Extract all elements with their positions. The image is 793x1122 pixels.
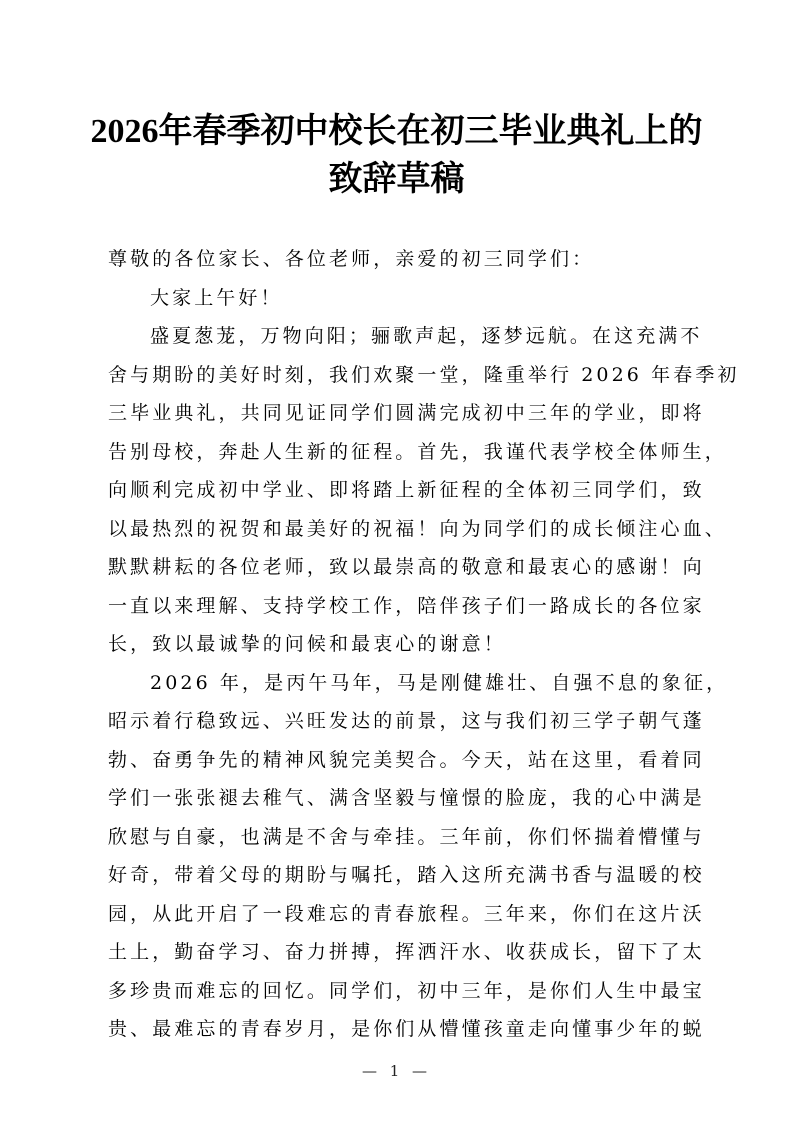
document-body bbox=[108, 240, 740, 1049]
text-line: 勃、奋勇争先的精神风貌完美契合。今天，站在这里，看着同 bbox=[108, 748, 705, 771]
title-line-2: 致辞草稿 bbox=[328, 161, 465, 198]
text-line: 大家上午好！ bbox=[150, 286, 283, 309]
text-line: 以最热烈的祝贺和最美好的祝福！向为同学们的成长倾注心血、 bbox=[108, 517, 727, 540]
text-line: 默默耕耘的各位老师，致以最崇高的敬意和最衷心的感谢！向 bbox=[108, 556, 705, 578]
text-line: 多珍贵而难忘的回忆。同学们，初中三年，是你们人生中最宝 bbox=[108, 979, 705, 1002]
text-line: 学们一张张褪去稚气、满含坚毅与憧憬的脸庞，我的心中满是 bbox=[108, 787, 705, 809]
text-line: 2026 年，是丙午马年，马是刚健雄壮、自强不息的象征， bbox=[150, 671, 729, 694]
title-line-1: 2026年春季初中校长在初三毕业典礼上的 bbox=[90, 113, 703, 150]
text-line: 园，从此开启了一段难忘的青春旅程。三年来，你们在这片沃 bbox=[108, 902, 705, 925]
text-line: 舍与期盼的美好时刻，我们欢聚一堂，隆重举行 2026 年春季初 bbox=[108, 363, 740, 386]
text-line: 向顺利完成初中学业、即将踏上新征程的全体初三同学们，致 bbox=[108, 479, 705, 501]
text-line: 好奇，带着父母的期盼与嘱托，踏入这所充满书香与温暖的校 bbox=[108, 864, 705, 886]
text-line: 三毕业典礼，共同见证同学们圆满完成初中三年的学业，即将 bbox=[108, 402, 705, 424]
text-line: 长，致以最诚挚的问候和最衷心的谢意！ bbox=[108, 633, 506, 655]
text-line: 土上，勤奋学习、奋力拼搏，挥洒汗水、收获成长，留下了太 bbox=[108, 941, 705, 963]
text-line: 贵、最难忘的青春岁月，是你们从懵懂孩童走向懂事少年的蜕 bbox=[108, 1018, 705, 1040]
text-line: 告别母校，奔赴人生新的征程。首先，我谨代表学校全体师生， bbox=[108, 440, 727, 463]
text-line: 昭示着行稳致远、兴旺发达的前景，这与我们初三学子朝气蓬 bbox=[108, 710, 705, 732]
text-line: 一直以来理解、支持学校工作，陪伴孩子们一路成长的各位家 bbox=[108, 594, 705, 617]
text-line: 盛夏葱茏，万物向阳；骊歌声起，逐梦远航。在这充满不 bbox=[150, 325, 703, 347]
text-line: 尊敬的各位家长、各位老师，亲爱的初三同学们： bbox=[108, 248, 595, 270]
page-number: — 1 — bbox=[361, 1062, 432, 1080]
text-line: 欣慰与自豪，也满是不舍与牵挂。三年前，你们怀揣着懵懂与 bbox=[108, 825, 705, 848]
